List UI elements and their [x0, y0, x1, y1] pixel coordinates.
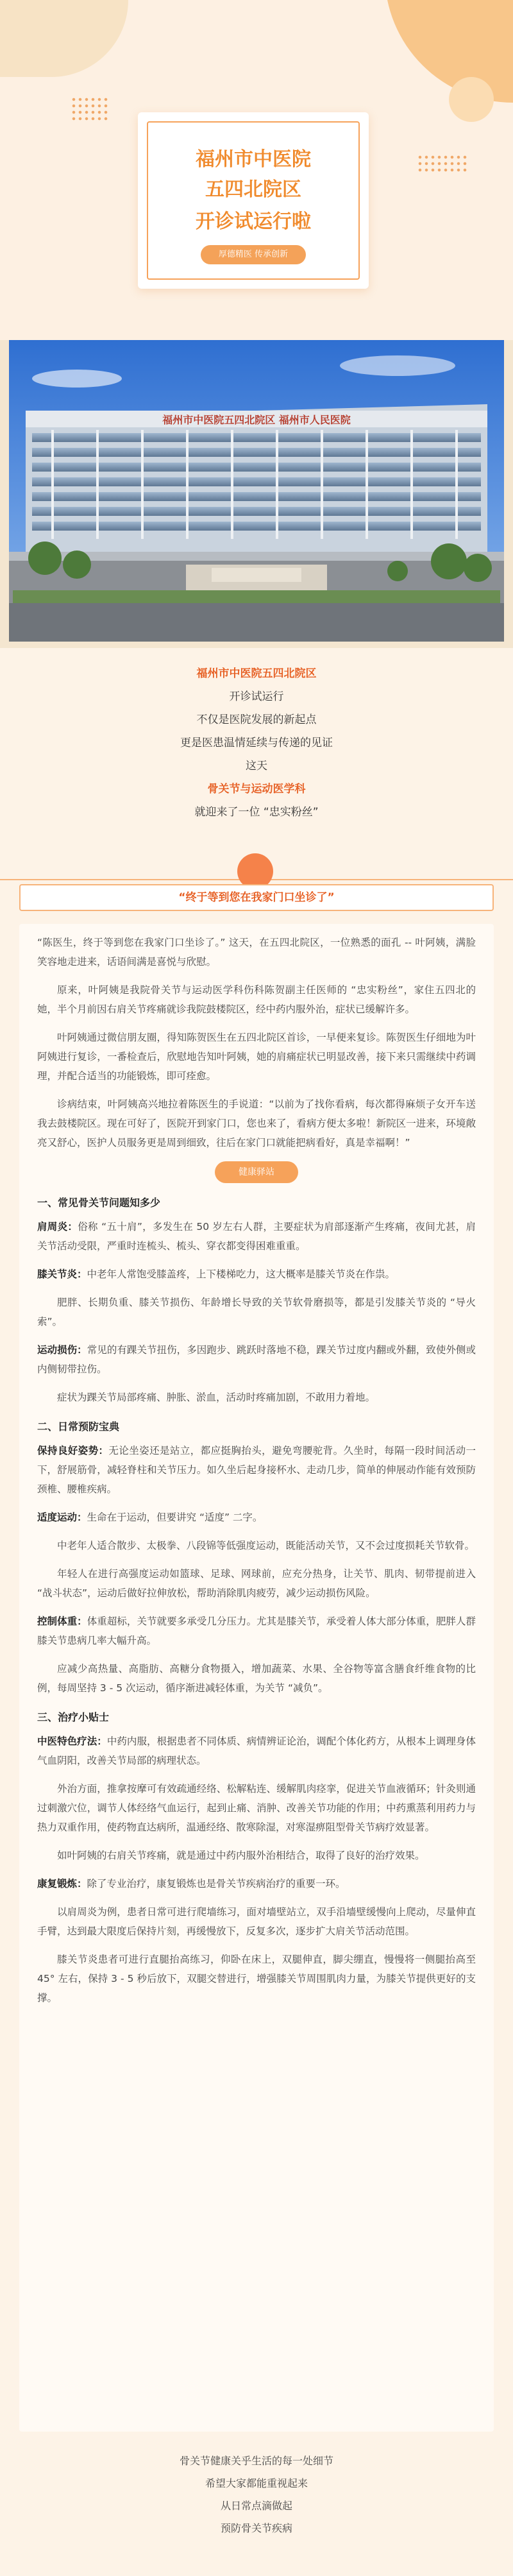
intro-line: 开诊试运行 — [229, 690, 284, 703]
term-label: 控制体重： — [37, 1616, 87, 1627]
term-text: 除了专业治疗，康复锻炼也是骨关节疾病治疗的重要一环。 — [87, 1878, 346, 1889]
footer-line: 预防骨关节疾病 — [220, 2522, 292, 2534]
term-text: 中药内服，根据患者不同体质、病情辨证论治，调配个体化药方，从根本上调理身体气血阴阳，改善关节局部的病理状态。 — [37, 1736, 476, 1766]
footer-line: 希望大家都能重视起来 — [205, 2477, 308, 2489]
headline-banner: “终于等到您在我家门口坐诊了” — [19, 884, 494, 911]
intro-line: 福州市中医院五四北院区 — [196, 667, 317, 680]
term-text: 无论坐姿还是站立，都应挺胸抬头，避免弯腰驼背。久坐时，每隔一段时间活动一下，舒展筋骨，减轻脊柱和关节压力。如久坐后起身接杯水、走动几步，简单的伸展动作能有效预防颈椎、腰椎疾病。 — [37, 1445, 476, 1495]
paragraph — [37, 1874, 476, 1893]
paragraph: 膝关节炎患者可进行直腿抬高练习，仰卧在床上，双腿伸直，脚尖绷直，慢慢将一侧腿抬高至 45° 左右，保持 3 - 5 秒后放下，双腿交替进行，增强膝关节周围肌肉力量，为膝关节提供更好的支撑。 — [37, 1954, 476, 2004]
paragraph — [37, 1612, 476, 1650]
intro-line: 就迎来了一位 “忠实粉丝” — [194, 806, 319, 819]
paragraph — [37, 1441, 476, 1499]
term-label: 肩周炎： — [37, 1221, 78, 1233]
intro-line: 这天 — [246, 760, 267, 772]
health-station-badge: 健康驿站 — [215, 1161, 298, 1183]
title-card — [138, 112, 369, 289]
header-banner — [0, 0, 513, 340]
section-headline — [0, 853, 513, 917]
term-text: 体重超标，关节就要多承受几分压力。尤其是膝关节，承受着人体大部分体重，肥胖人群膝关节患病几率大幅升高。 — [37, 1616, 476, 1646]
section-heading: 二、日常预防宝典 — [37, 1420, 120, 1433]
term-text: 生命在于运动，但要讲究 “适度” 二字。 — [87, 1512, 263, 1523]
paragraph — [37, 1340, 476, 1379]
paragraph: 如叶阿姨的右肩关节疼痛，就是通过中药内服外治相结合，取得了良好的治疗效果。 — [57, 1850, 425, 1861]
paragraph: 应减少高热量、高脂肪、高糖分食物摄入，增加蔬菜、水果、全谷物等富含膳食纤维食物的比例，每周坚持 3 - 5 次运动，循序渐进减轻体重，为关节 “减负”。 — [37, 1663, 476, 1694]
term-text: 常见的有踝关节扭伤，多因跑步、跳跃时落地不稳，踝关节过度内翻或外翻，致使外侧或内侧韧带拉伤。 — [37, 1344, 476, 1375]
paragraph: “陈医生，终于等到您在我家门口坐诊了。” 这天，在五四北院区，一位熟悉的面孔 -- 叶阿姨，满脸笑容地走进来，话语间满是喜悦与欣慰。 — [37, 937, 476, 968]
paragraph — [37, 1265, 476, 1284]
hospital-building-illustration — [0, 340, 513, 648]
paragraph: 诊病结束，叶阿姨高兴地拉着陈医生的手说道：“以前为了找你看病，每次都得麻烦子女开车送我去鼓楼院区。现在可好了，医院开到家门口，您也来了，看病方便太多啦！新院区一进来，环境敞亮又舒心，医护人员服务更是周到细致，往后在家门口就能把病看好，真是幸福啊！” — [37, 1098, 476, 1148]
section-heading: 三、治疗小贴士 — [37, 1711, 110, 1723]
paragraph: 中老年人适合散步、太极拳、八段锦等低强度运动，既能活动关节，又不会过度损耗关节软骨。 — [57, 1540, 475, 1551]
footer-line: 骨关节健康关乎生活的每一处细节 — [179, 2455, 333, 2467]
slogan-pill: 厚德精医 传承创新 — [201, 245, 306, 264]
building-sign: 福州市中医院五四北院区 福州市人民医院 — [162, 414, 351, 426]
decor-dots — [71, 96, 109, 122]
paragraph — [37, 1508, 476, 1527]
term-label: 中医特色疗法： — [37, 1736, 107, 1747]
decor-circle — [449, 77, 494, 122]
paragraph — [37, 1732, 476, 1770]
footer-section — [0, 2432, 513, 2576]
decor-dots — [417, 154, 468, 173]
intro-line: 更是医患温情延续与传递的见证 — [180, 737, 333, 749]
term-text: 中老年人常饱受膝盖疼，上下楼梯吃力，这大概率是膝关节炎在作祟。 — [87, 1268, 396, 1280]
section-heading: 一、常见骨关节问题知多少 — [37, 1197, 161, 1209]
title-line-3: 开诊试运行啦 — [196, 210, 311, 233]
paragraph: 原来，叶阿姨是我院骨关节与运动医学科伤科陈贺副主任医师的 “忠实粉丝”，家住五四北的她，半个月前因右肩关节疼痛就诊我院鼓楼院区，经中药内服外治，症状已缓解许多。 — [37, 984, 476, 1015]
term-label: 康复锻炼： — [37, 1878, 87, 1889]
decor-blob — [385, 0, 513, 103]
intro-line: 骨关节与运动医学科 — [207, 783, 306, 796]
term-label: 运动损伤： — [37, 1344, 87, 1356]
paragraph: 症状为踝关节局部疼痛、肿胀、淤血，活动时疼痛加剧，不敢用力着地。 — [57, 1392, 376, 1403]
term-label: 适度运动： — [37, 1512, 87, 1523]
paragraph: 外治方面，推拿按摩可有效疏通经络、松解粘连、缓解肌肉痉挛，促进关节血液循环；针灸则通过刺激穴位，调节人体经络气血运行，起到止痛、消肿、改善关节功能的作用；中药熏蒸利用药力与热力双重作用，使药物直达病所，温通经络、散寒除湿，对寒湿痹阻型骨关节病疗效显著。 — [37, 1783, 476, 1833]
decor-blob — [0, 0, 128, 77]
term-text: 俗称 “五十肩”，多发生在 50 岁左右人群，主要症状为肩部逐渐产生疼痛，夜间尤甚，肩关节活动受限，严重时连梳头、梳头、穿衣都变得困难重重。 — [37, 1221, 476, 1252]
paragraph: 叶阿姨通过微信朋友圈，得知陈贺医生在五四北院区首诊，一早便来复诊。陈贺医生仔细地为叶阿姨进行复诊，一番检查后，欣慰地告知叶阿姨，她的肩痛症状已明显改善，接下来只需继续中药调理，并配合适当的功能锻炼，即可痊愈。 — [37, 1032, 476, 1082]
article-body — [19, 924, 494, 2432]
paragraph: 肥胖、长期负重、膝关节损伤、年龄增长导致的关节软骨磨损等，都是引发膝关节炎的 “导火索”。 — [37, 1297, 476, 1327]
term-label: 保持良好姿势： — [37, 1445, 109, 1456]
title-line-1: 福州市中医院 — [196, 148, 311, 171]
paragraph — [37, 1217, 476, 1256]
paragraph: 以肩周炎为例，患者日常可进行爬墙练习，面对墙壁站立，双手沿墙壁缓慢向上爬动，尽量伸直手臂，达到最大限度后保持片刻，再缓慢放下，反复多次，逐步扩大肩关节活动范围。 — [37, 1906, 476, 1937]
intro-section — [0, 648, 513, 853]
term-label: 膝关节炎： — [37, 1268, 87, 1280]
paragraph: 年轻人在进行高强度运动如篮球、足球、网球前，应充分热身，让关节、肌肉、韧带提前进入 “战斗状态”，运动后做好拉伸放松，帮助消除肌肉疲劳，减少运动损伤风险。 — [37, 1568, 476, 1599]
footer-line: 从日常点滴做起 — [220, 2500, 292, 2512]
title-line-2: 五四北院区 — [205, 178, 301, 201]
intro-line: 不仅是医院发展的新起点 — [196, 713, 317, 726]
hospital-photo — [0, 340, 513, 648]
